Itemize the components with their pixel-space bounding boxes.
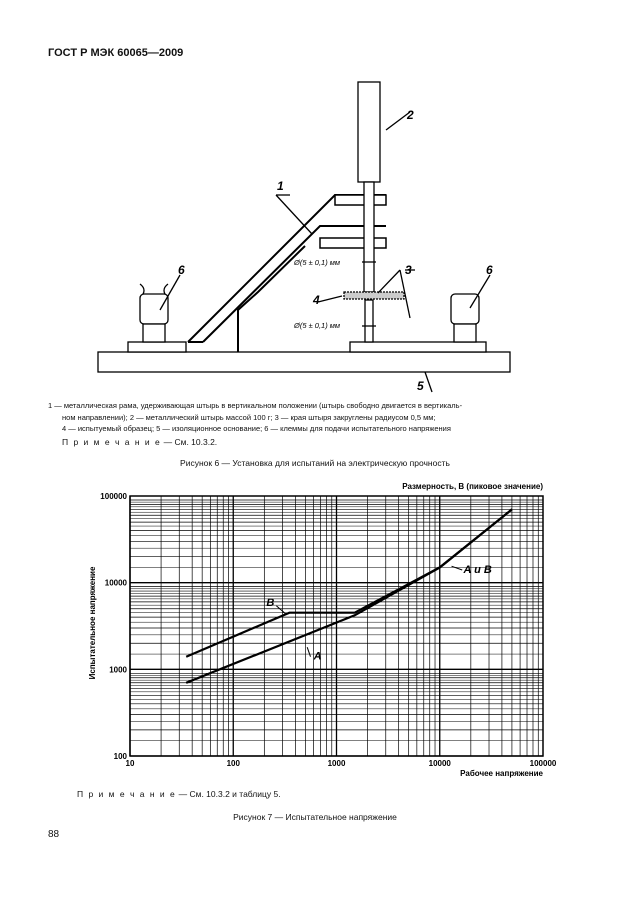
callout-6-right: 6 xyxy=(486,263,493,277)
y-axis-label: Испытательное напряжение xyxy=(88,566,97,680)
note-label: П р и м е ч а н и е xyxy=(62,437,162,447)
curve-label-leader xyxy=(307,647,310,656)
callout-5: 5 xyxy=(417,379,424,393)
legend-line-1: 1 — металлическая рама, удерживающая штырь в вертикальном положении (штырь свободно двигается в вертикаль- xyxy=(48,401,463,410)
figure6-caption: Рисунок 6 — Установка для испытаний на электрическую прочность xyxy=(180,458,450,468)
figure7-caption: Рисунок 7 — Испытательное напряжение xyxy=(233,812,397,822)
y-tick-label: 10000 xyxy=(104,578,127,588)
x-tick-label: 1000 xyxy=(327,759,346,768)
figure7-note xyxy=(77,789,281,799)
curve-label: A xyxy=(313,650,322,663)
terminal-right xyxy=(451,294,479,324)
page-number: 88 xyxy=(48,829,60,840)
callout-1: 1 xyxy=(277,179,284,193)
note-text-2: — См. 10.3.2 и таблицу 5. xyxy=(176,789,281,799)
test-specimen xyxy=(344,292,404,299)
y-tick-label: 1000 xyxy=(109,665,127,675)
x-tick-label: 100 xyxy=(226,759,240,768)
terminal-plate-right xyxy=(350,342,486,352)
test-voltage-chart xyxy=(0,480,630,785)
callout-6-left: 6 xyxy=(178,263,185,277)
document-header: ГОСТ Р МЭК 60065—2009 xyxy=(48,47,184,59)
figure6-note xyxy=(62,437,217,447)
legend-line-3: 4 — испытуемый образец; 5 — изоляционное основание; 6 — клеммы для подачи испытательного напряжения xyxy=(62,424,451,433)
metal-pin-weight xyxy=(358,82,380,182)
frame-arm-lower xyxy=(320,238,386,248)
y-tick-label: 100000 xyxy=(100,492,127,501)
frame-arm-upper xyxy=(335,195,386,205)
curve-label-leader xyxy=(276,606,285,614)
chart-title: Размерность, В (пиковое значение) xyxy=(402,482,543,491)
y-tick-label: 100 xyxy=(113,752,127,761)
note-text: — См. 10.3.2. xyxy=(161,437,218,447)
x-tick-label: 100000 xyxy=(529,759,557,768)
callout-4: 4 xyxy=(313,293,320,307)
dimension-top-label: Ø(5 ± 0,1) мм xyxy=(294,258,341,267)
insulating-base xyxy=(98,352,510,372)
lower-electrode xyxy=(365,300,373,342)
callout-3: 3 xyxy=(405,263,412,277)
callout-2: 2 xyxy=(407,108,414,122)
curve-label: A и B xyxy=(463,563,492,576)
test-setup-drawing xyxy=(0,0,630,400)
x-tick-label: 10 xyxy=(125,759,135,768)
figure6-legend xyxy=(48,400,588,435)
dimension-bottom-label: Ø(5 ± 0,1) мм xyxy=(294,321,341,330)
x-tick-label: 10000 xyxy=(428,759,451,768)
terminal-left xyxy=(140,294,168,324)
x-axis-label: Рабочее напряжение xyxy=(460,769,543,778)
metal-pin-rod xyxy=(364,182,374,292)
metal-frame-diagonal-outer xyxy=(188,195,386,342)
legend-line-2: ном направлении); 2 — металлический штырь массой 100 г; 3 — края штыря закруглены радиусом 0,5 мм; xyxy=(62,412,436,422)
curve-label: B xyxy=(266,596,275,609)
terminal-plate-left xyxy=(128,342,186,352)
note-label-2: П р и м е ч а н и е xyxy=(77,789,177,799)
curve-label-leader xyxy=(452,566,463,570)
